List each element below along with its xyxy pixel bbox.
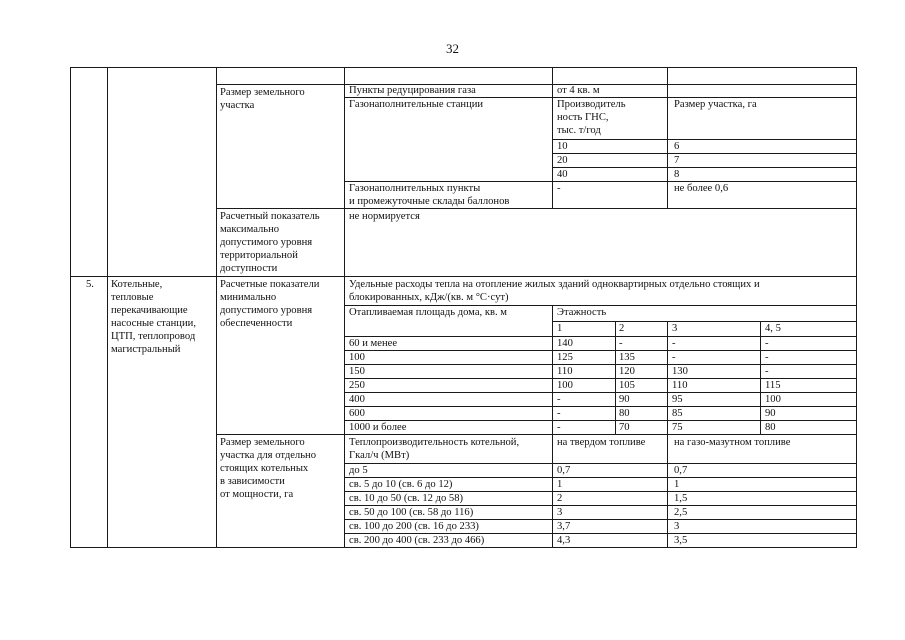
gas-filling-points-capacity: - bbox=[557, 183, 561, 194]
row5-object-6: магистральный bbox=[111, 344, 181, 355]
heat-value-cell: 95 bbox=[672, 394, 683, 405]
boiler-plot-title-3: стоящих котельных bbox=[220, 463, 309, 474]
gns-capacity-cell: 10 bbox=[557, 141, 568, 152]
gas-fuel-header: на газо-мазутном топливе bbox=[674, 437, 791, 448]
boiler-capacity-cell: св. 5 до 10 (св. 6 до 12) bbox=[349, 479, 453, 490]
heat-indicator-4: обеспеченности bbox=[220, 318, 293, 329]
boiler-gas-cell: 3,5 bbox=[674, 535, 688, 546]
boiler-gas-cell: 0,7 bbox=[674, 465, 688, 476]
table-rule bbox=[344, 420, 857, 421]
heat-value-cell: - bbox=[765, 352, 769, 363]
table-rule bbox=[552, 67, 553, 208]
gns-capacity-header-2: ность ГНС, bbox=[557, 112, 609, 123]
heat-indicator-2: минимально bbox=[220, 292, 277, 303]
heat-value-cell: - bbox=[557, 394, 561, 405]
gas-filling-points-size: не более 0,6 bbox=[674, 183, 729, 194]
table-rule bbox=[70, 67, 857, 68]
gns-capacity-header-1: Производитель bbox=[557, 99, 626, 110]
table-rule bbox=[667, 434, 668, 548]
heat-value-cell: 85 bbox=[672, 408, 683, 419]
heat-value-cell: 130 bbox=[672, 366, 688, 377]
table-rule bbox=[70, 276, 857, 277]
floor-col-header: 4, 5 bbox=[765, 323, 781, 334]
gns-capacity-cell: 20 bbox=[557, 155, 568, 166]
land-plot-title-line-2: участка bbox=[220, 100, 255, 111]
heat-heading-2: блокированных, кДж/(кв. м °С·сут) bbox=[349, 292, 509, 303]
heat-value-cell: - bbox=[672, 352, 676, 363]
boiler-solid-cell: 3,7 bbox=[557, 521, 571, 532]
heat-indicator-3: допустимого уровня bbox=[220, 305, 313, 316]
heat-value-cell: - bbox=[619, 338, 623, 349]
table-rule bbox=[216, 84, 857, 85]
boiler-capacity-cell: св. 50 до 100 (св. 58 до 116) bbox=[349, 507, 474, 518]
boiler-solid-cell: 2 bbox=[557, 493, 563, 504]
boiler-plot-title-2: участка для отдельно bbox=[220, 450, 317, 461]
table-rule bbox=[615, 321, 616, 434]
heat-value-cell: - bbox=[765, 338, 769, 349]
boiler-gas-cell: 1 bbox=[674, 479, 680, 490]
floor-col-header: 1 bbox=[557, 323, 563, 334]
heat-value-cell: 70 bbox=[619, 422, 630, 433]
table-rule bbox=[667, 321, 668, 434]
floor-col-header: 2 bbox=[619, 323, 625, 334]
heat-value-cell: - bbox=[672, 338, 676, 349]
row-number: 5. bbox=[86, 279, 94, 290]
heat-value-cell: 110 bbox=[557, 366, 573, 377]
heat-value-cell: - bbox=[557, 422, 561, 433]
table-rule bbox=[552, 434, 553, 548]
heat-area-cell: 600 bbox=[349, 408, 365, 419]
gns-capacity-header-3: тыс. т/год bbox=[557, 125, 601, 136]
heat-area-cell: 1000 и более bbox=[349, 422, 407, 433]
boiler-capacity-header-2: Гкал/ч (МВт) bbox=[349, 450, 410, 461]
boiler-capacity-cell: до 5 bbox=[349, 465, 368, 476]
heat-value-cell: 105 bbox=[619, 380, 635, 391]
table-rule bbox=[344, 364, 857, 365]
table-rule bbox=[552, 305, 553, 434]
land-plot-title-line-1: Размер земельного bbox=[220, 87, 305, 98]
boiler-gas-cell: 1,5 bbox=[674, 493, 688, 504]
gns-size-cell: 8 bbox=[674, 169, 680, 180]
table-rule bbox=[344, 336, 857, 337]
heat-indicator-1: Расчетные показатели bbox=[220, 279, 320, 290]
boiler-solid-cell: 4,3 bbox=[557, 535, 571, 546]
gas-filling-points-label-2: и промежуточные склады баллонов bbox=[349, 196, 510, 207]
table-rule bbox=[107, 67, 108, 548]
table-rule bbox=[552, 153, 857, 154]
row5-object-3: перекачивающие bbox=[111, 305, 188, 316]
floor-col-header: 3 bbox=[672, 323, 678, 334]
heat-value-cell: 90 bbox=[765, 408, 776, 419]
boiler-plot-title-5: от мощности, га bbox=[220, 489, 294, 500]
territorial-access-value: не нормируется bbox=[349, 211, 420, 222]
table-rule bbox=[552, 167, 857, 168]
gns-size-cell: 7 bbox=[674, 155, 680, 166]
floors-header: Этажность bbox=[557, 307, 607, 318]
table-rule bbox=[760, 321, 761, 434]
heat-value-cell: 115 bbox=[765, 380, 781, 391]
heat-value-cell: 110 bbox=[672, 380, 688, 391]
gas-reduction-label: Пункты редуцирования газа bbox=[349, 85, 476, 96]
boiler-gas-cell: 2,5 bbox=[674, 507, 688, 518]
table-rule bbox=[216, 67, 217, 548]
heat-area-cell: 400 bbox=[349, 394, 365, 405]
table-rule bbox=[216, 208, 857, 209]
heat-value-cell: 100 bbox=[557, 380, 573, 391]
heat-value-cell: 135 bbox=[619, 352, 635, 363]
row5-object-5: ЦТП, теплопровод bbox=[111, 331, 196, 342]
gas-reduction-value: от 4 кв. м bbox=[557, 85, 600, 96]
table-rule bbox=[344, 67, 345, 548]
boiler-capacity-cell: св. 10 до 50 (св. 12 до 58) bbox=[349, 493, 464, 504]
gas-filling-stations-label: Газонаполнительные станции bbox=[349, 99, 484, 110]
heat-area-cell: 100 bbox=[349, 352, 365, 363]
heat-area-cell: 150 bbox=[349, 366, 365, 377]
row5-object-1: Котельные, bbox=[111, 279, 163, 290]
heat-value-cell: - bbox=[557, 408, 561, 419]
solid-fuel-header: на твердом топливе bbox=[557, 437, 646, 448]
boiler-solid-cell: 0,7 bbox=[557, 465, 571, 476]
table-rule bbox=[552, 321, 857, 322]
gns-capacity-cell: 40 bbox=[557, 169, 568, 180]
heat-area-cell: 60 и менее bbox=[349, 338, 398, 349]
territorial-access-title-2: максимально bbox=[220, 224, 280, 235]
row5-object-2: тепловые bbox=[111, 292, 154, 303]
heat-value-cell: 75 bbox=[672, 422, 683, 433]
heat-area-cell: 250 bbox=[349, 380, 365, 391]
page-number: 32 bbox=[446, 41, 459, 56]
row5-object-4: насосные станции, bbox=[111, 318, 196, 329]
table-rule bbox=[344, 350, 857, 351]
heat-value-cell: 120 bbox=[619, 366, 635, 377]
territorial-access-title-4: территориальной bbox=[220, 250, 298, 261]
boiler-solid-cell: 1 bbox=[557, 479, 563, 490]
territorial-access-title-1: Расчетный показатель bbox=[220, 211, 320, 222]
heat-value-cell: 140 bbox=[557, 338, 573, 349]
territorial-access-title-3: допустимого уровня bbox=[220, 237, 313, 248]
heat-value-cell: 80 bbox=[619, 408, 630, 419]
heat-value-cell: 80 bbox=[765, 422, 776, 433]
table-rule bbox=[344, 463, 857, 464]
boiler-capacity-header-1: Теплопроизводительность котельной, bbox=[349, 437, 520, 448]
boiler-gas-cell: 3 bbox=[674, 521, 680, 532]
territorial-access-title-5: доступности bbox=[220, 263, 278, 274]
boiler-capacity-cell: св. 200 до 400 (св. 233 до 466) bbox=[349, 535, 485, 546]
heat-value-cell: 125 bbox=[557, 352, 573, 363]
boiler-plot-title-4: в зависимости bbox=[220, 476, 285, 487]
table-rule bbox=[552, 139, 857, 140]
boiler-plot-title-1: Размер земельного bbox=[220, 437, 305, 448]
gns-size-header: Размер участка, га bbox=[674, 99, 757, 110]
table-rule bbox=[70, 67, 71, 548]
table-rule bbox=[856, 67, 857, 548]
boiler-solid-cell: 3 bbox=[557, 507, 563, 518]
heat-heading-1: Удельные расходы тепла на отопление жилых зданий одноквартирных отдельно стоящих и bbox=[349, 279, 760, 290]
heat-value-cell: 90 bbox=[619, 394, 630, 405]
gns-size-cell: 6 bbox=[674, 141, 680, 152]
heat-value-cell: 100 bbox=[765, 394, 781, 405]
table-rule bbox=[216, 434, 857, 435]
area-header: Отапливаемая площадь дома, кв. м bbox=[349, 307, 507, 318]
gas-filling-points-label-1: Газонаполнительных пункты bbox=[349, 183, 481, 194]
heat-value-cell: - bbox=[765, 366, 769, 377]
table-rule bbox=[667, 67, 668, 208]
boiler-capacity-cell: св. 100 до 200 (св. 16 до 233) bbox=[349, 521, 479, 532]
